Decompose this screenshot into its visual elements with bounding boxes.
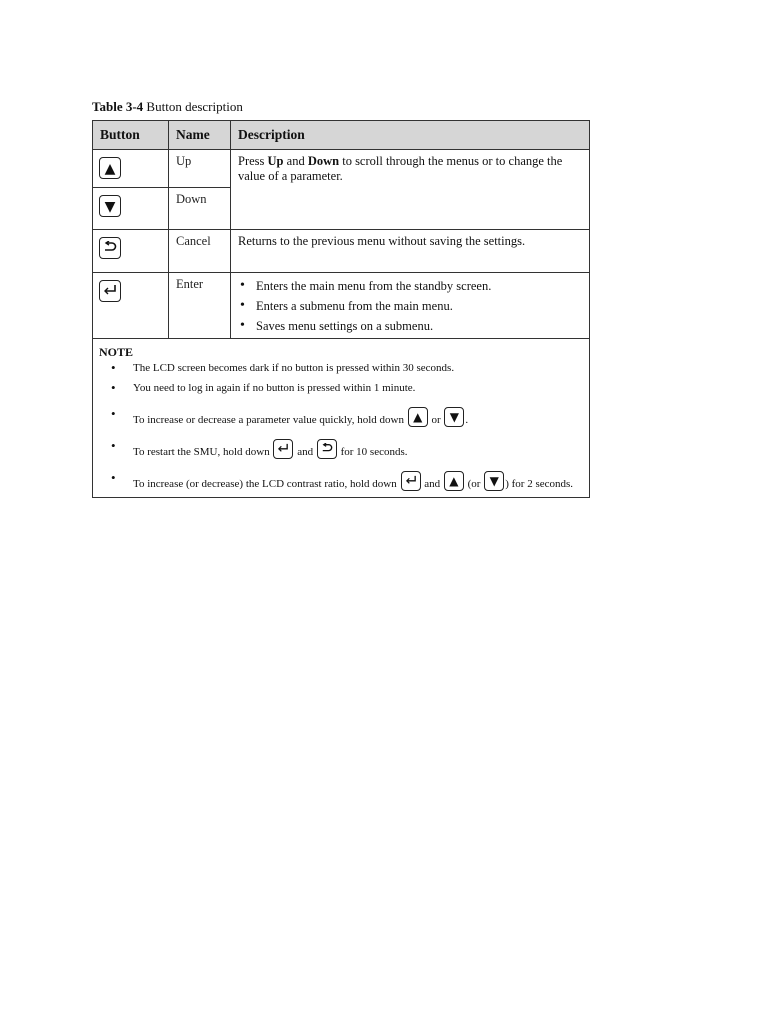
list-item — [133, 471, 583, 491]
enter-icon — [273, 439, 293, 459]
header-button: Button — [93, 121, 169, 150]
table-header-row — [93, 121, 590, 150]
header-name: Name — [169, 121, 231, 150]
list-item: • Enters a submenu from the main menu. — [256, 298, 582, 314]
desc-text: to scroll through the menus or to change the value of a parameter. — [238, 154, 563, 183]
list-item — [133, 407, 583, 427]
cancel-icon — [317, 439, 337, 459]
desc-text: and — [283, 154, 308, 168]
note-text: ) for 2 seconds. — [505, 478, 574, 490]
button-cell — [93, 273, 169, 339]
description-cell: Returns to the previous menu without saving the settings. — [231, 230, 590, 273]
note-text: (or — [467, 478, 481, 490]
header-description: Description — [231, 121, 590, 150]
note-cell — [93, 339, 590, 498]
note-text: or — [431, 414, 441, 426]
desc-up: Up — [267, 154, 284, 168]
list-item: • Saves menu settings on a submenu. — [256, 318, 582, 334]
down-arrow-icon: ▼ — [484, 471, 504, 491]
cancel-icon — [99, 237, 121, 259]
note-text: and — [424, 478, 441, 490]
note-text: To increase (or decrease) the LCD contrast ratio, hold down — [133, 478, 397, 490]
note-text: and — [297, 446, 314, 458]
note-text: . — [465, 414, 469, 426]
button-cell — [93, 150, 169, 188]
note-title: NOTE — [99, 345, 134, 359]
button-description-table — [92, 120, 590, 498]
enter-icon — [99, 280, 121, 302]
table-number: Table 3-4 — [92, 99, 144, 114]
note-row — [93, 339, 590, 498]
note-list — [99, 361, 583, 491]
name-cell: Enter — [169, 273, 231, 339]
enter-icon — [401, 471, 421, 491]
table-title: Button description — [146, 99, 243, 114]
list-item: • You need to log in again if no button is pressed within 1 minute. — [133, 381, 583, 395]
desc-text: Press — [238, 154, 268, 168]
up-arrow-icon: ▲ — [408, 407, 428, 427]
enter-bullet-list — [238, 278, 582, 334]
table-row — [93, 273, 590, 339]
name-cell: Down — [169, 188, 231, 230]
name-cell: Up — [169, 150, 231, 188]
table-caption — [92, 99, 243, 115]
note-text: for 10 seconds. — [340, 446, 408, 458]
note-text: To restart the SMU, hold down — [133, 446, 270, 458]
up-arrow-icon: ▲ — [444, 471, 464, 491]
name-cell: Cancel — [169, 230, 231, 273]
list-item — [133, 439, 583, 459]
desc-down: Down — [307, 154, 340, 168]
table-row — [93, 150, 590, 188]
button-cell — [93, 230, 169, 273]
list-item: • Enters the main menu from the standby screen. — [256, 278, 582, 294]
down-arrow-icon: ▼ — [444, 407, 464, 427]
description-cell — [231, 150, 590, 230]
table-row — [93, 230, 590, 273]
list-item: • The LCD screen becomes dark if no button is pressed within 30 seconds. — [133, 361, 583, 375]
description-cell — [231, 273, 590, 339]
down-arrow-icon: ▼ — [99, 195, 121, 217]
up-arrow-icon: ▲ — [99, 157, 121, 179]
button-cell — [93, 188, 169, 230]
note-text: To increase or decrease a parameter value quickly, hold down — [133, 414, 404, 426]
